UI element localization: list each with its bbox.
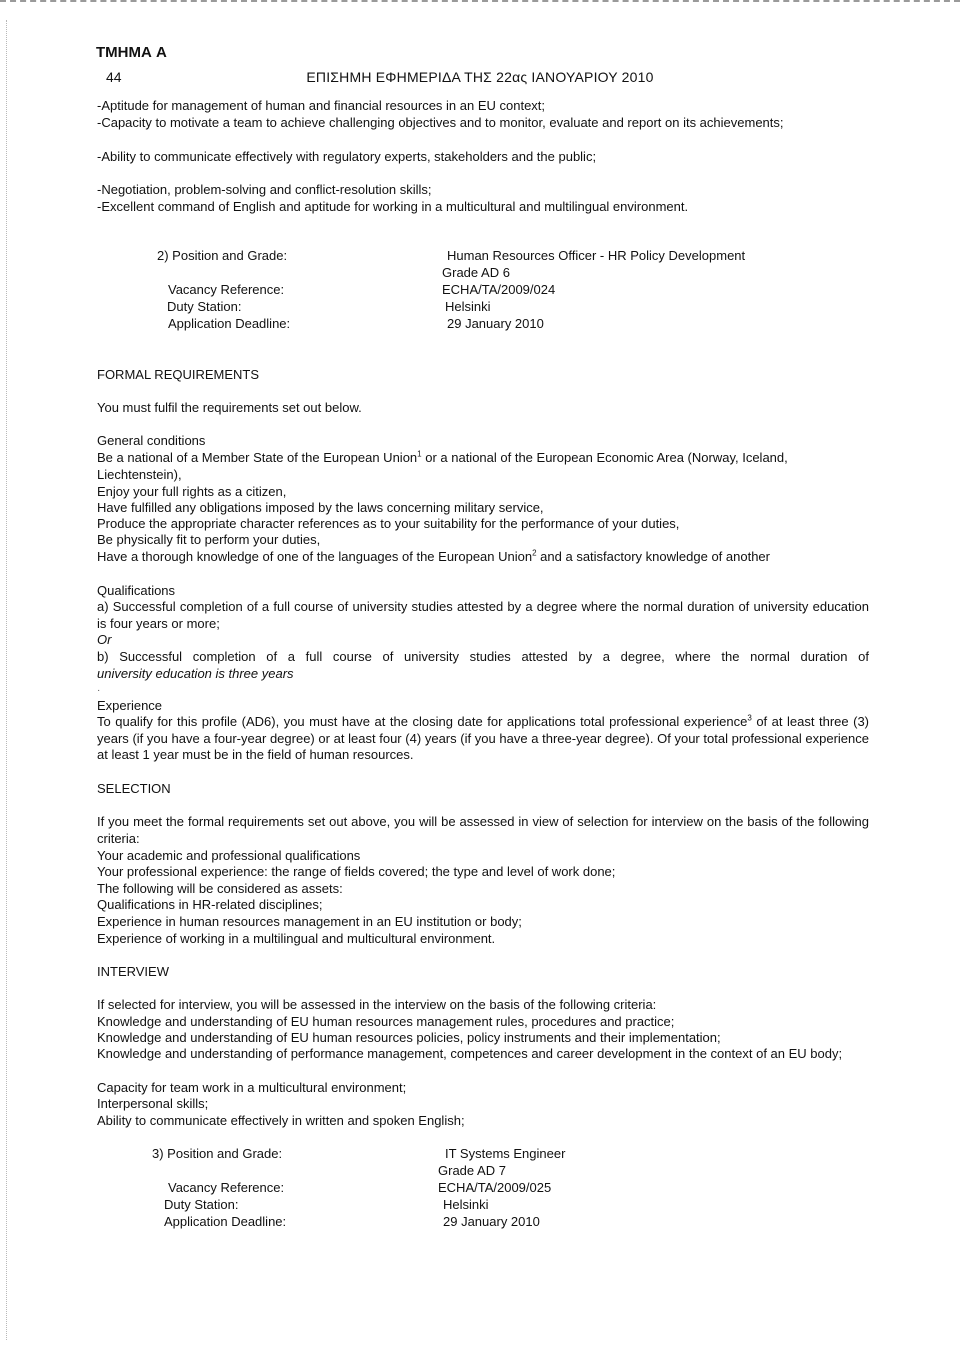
general-condition: Enjoy your full rights as a citizen, (97, 484, 287, 499)
interview-criterion: Knowledge and understanding of EU human resources management rules, procedures and practice; (97, 1014, 675, 1029)
formal-requirements-heading: FORMAL REQUIREMENTS (97, 367, 260, 382)
duty-station-label: Duty Station: (164, 1197, 239, 1212)
experience-heading: Experience (97, 698, 163, 713)
interview-criterion: Ability to communicate effectively in written and spoken English; (97, 1113, 465, 1128)
qualification-option-b: b) Successful completion of a full course of university studies attested by a degree, where the normal duration of (97, 649, 869, 664)
section-label: ΤΜΗΜΑ A (96, 44, 167, 61)
skill-line: -Negotiation, problem-solving and conflict-resolution skills; (97, 182, 432, 197)
vacancy-value: ECHA/TA/2009/024 (442, 282, 556, 297)
qualification-option-b-cont: university education is three years (97, 666, 294, 681)
position-value: Human Resources Officer - HR Policy Development (447, 248, 746, 263)
general-condition: Produce the appropriate character references as to your suitability for the performance of your duties, (97, 516, 680, 531)
position-value: IT Systems Engineer (445, 1146, 566, 1161)
experience-text-part: To qualify for this profile (AD6), you must have at the closing date for applications total professional experience (97, 714, 748, 729)
footnote-ref: 1 (417, 449, 422, 459)
deadline-value: 29 January 2010 (447, 316, 544, 331)
general-condition (97, 549, 770, 566)
gazette-title: ΕΠΙΣΗΜΗ ΕΦΗΜΕΡΙΔΑ ΤΗΣ 22ας ΙΑΝΟΥΑΡΙΟΥ 2010 (306, 69, 654, 85)
position-block (140, 1146, 780, 1236)
duty-station-label: Duty Station: (167, 299, 242, 314)
deadline-label: Application Deadline: (164, 1214, 287, 1229)
experience-text (97, 714, 869, 764)
selection-criterion: Qualifications in HR-related disciplines; (97, 897, 323, 912)
vacancy-label: Vacancy Reference: (168, 1180, 285, 1195)
condition-text: and a satisfactory knowledge of another (536, 549, 770, 564)
selection-criterion: Experience in human resources management in an EU institution or body; (97, 914, 522, 929)
interview-intro: If selected for interview, you will be assessed in the interview on the basis of the following criteria: (97, 997, 657, 1012)
selection-heading: SELECTION (97, 781, 171, 796)
skill-line: -Capacity to motivate a team to achieve challenging objectives and to monitor, evaluate and report on its achievements; (97, 115, 784, 130)
interview-criterion: Interpersonal skills; (97, 1096, 209, 1111)
selection-criterion: The following will be considered as assets: (97, 881, 343, 896)
interview-criterion: Knowledge and understanding of performance management, competences and career development in the context of an EU body; (97, 1046, 843, 1061)
general-conditions-heading: General conditions (97, 433, 206, 448)
general-condition: Have fulfilled any obligations imposed by the laws concerning military service, (97, 500, 544, 515)
deadline-value: 29 January 2010 (443, 1214, 540, 1229)
interview-criterion: Knowledge and understanding of EU human resources policies, policy instruments and their implementation; (97, 1030, 721, 1045)
grade-value: Grade AD 6 (442, 265, 510, 280)
page-number: 44 (106, 69, 122, 85)
grade-value: Grade AD 7 (438, 1163, 506, 1178)
duty-station-value: Helsinki (443, 1197, 489, 1212)
vacancy-value: ECHA/TA/2009/025 (438, 1180, 552, 1195)
qualifications-heading: Qualifications (97, 583, 176, 598)
skill-line: -Ability to communicate effectively with regulatory experts, stakeholders and the public; (97, 149, 597, 164)
interview-heading: INTERVIEW (97, 964, 169, 979)
qualification-option-a: a) Successful completion of a full course of university studies attested by a degree where the normal duration of university education is four years or more; (97, 599, 869, 631)
vacancy-label: Vacancy Reference: (168, 282, 285, 297)
general-condition: Be physically fit to perform your duties, (97, 532, 321, 547)
position-label: 3) Position and Grade: (152, 1146, 283, 1161)
general-condition (97, 450, 869, 483)
duty-station-value: Helsinki (445, 299, 491, 314)
footnote-ref: 2 (532, 548, 537, 558)
skill-line: -Aptitude for management of human and financial resources in an EU context; (97, 98, 546, 113)
deadline-label: Application Deadline: (168, 316, 291, 331)
formal-intro: You must fulfil the requirements set out below. (97, 400, 362, 415)
qualification-or: Or (97, 632, 112, 647)
condition-text: Have a thorough knowledge of one of the languages of the European Union (97, 549, 533, 564)
stray-mark: · (97, 685, 101, 696)
interview-criterion: Capacity for team work in a multicultural environment; (97, 1080, 407, 1095)
condition-text: Be a national of a Member State of the European Union (97, 450, 418, 465)
skill-line: -Excellent command of English and aptitude for working in a multicultural and multilingual environment. (97, 199, 689, 214)
selection-criterion: Experience of working in a multilingual and multicultural environment. (97, 931, 496, 946)
condition-text: or a national of the European Economic Area (Norway, Iceland, Liechtenstein), (97, 450, 788, 482)
selection-intro: If you meet the formal requirements set out above, you will be assessed in view of selection for interview on the basis of the following criteria: (97, 814, 869, 846)
position-block (140, 248, 780, 338)
selection-criterion: Your professional experience: the range of fields covered; the type and level of work done; (97, 864, 616, 879)
position-label: 2) Position and Grade: (157, 248, 288, 263)
footnote-ref: 3 (747, 713, 752, 723)
selection-criterion: Your academic and professional qualifications (97, 848, 361, 863)
experience-text-part: of at least three (3) years (if you have a four-year degree) or at least four (4) years (if you have a three-year degree). Of your total professional experience at least 1 year must be in the field of human resources. (97, 714, 869, 763)
